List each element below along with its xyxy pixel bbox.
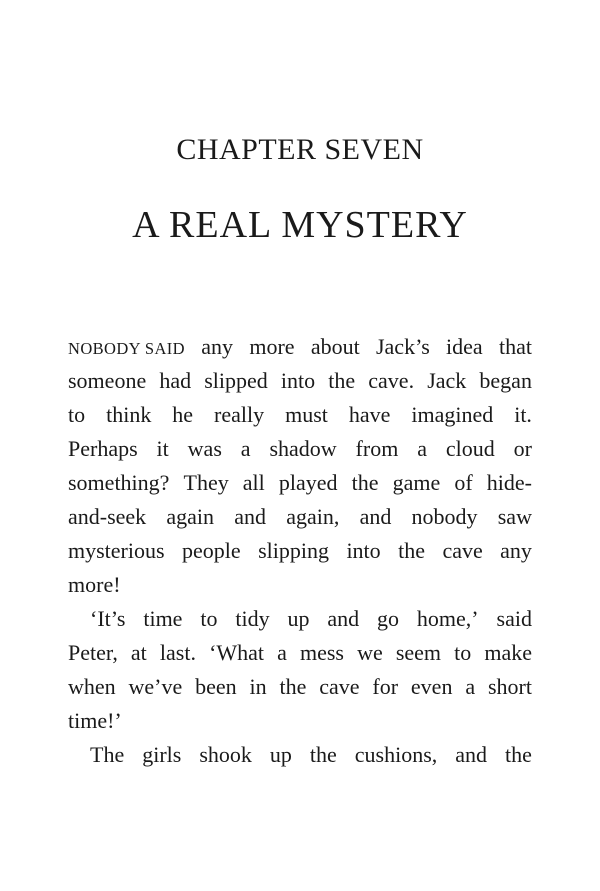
word: into: [346, 538, 381, 563]
word: he: [172, 402, 194, 427]
chapter-number: CHAPTER SEVEN: [176, 133, 424, 166]
word: The: [90, 742, 125, 767]
word: cave: [319, 674, 360, 699]
word: people: [182, 538, 241, 563]
word: from: [355, 436, 399, 461]
word: all: [242, 470, 265, 495]
text-line: [68, 534, 532, 568]
word: short: [487, 674, 532, 699]
word: it: [156, 436, 169, 461]
body-text: [68, 330, 532, 772]
word: They: [183, 470, 229, 495]
word: when: [68, 674, 116, 699]
word: the: [309, 742, 337, 767]
word: Perhaps: [68, 436, 138, 461]
word: slipping: [258, 538, 329, 563]
word: slipped: [204, 368, 268, 393]
word: to: [200, 606, 218, 631]
text-line: [68, 704, 532, 738]
word: the: [328, 368, 356, 393]
text-line: [68, 466, 532, 500]
word: ‘What: [209, 640, 265, 665]
word: home,’: [416, 606, 479, 631]
word: any: [500, 538, 532, 563]
word: cave: [442, 538, 483, 563]
word: mysterious: [68, 538, 165, 563]
word: been: [195, 674, 237, 699]
word: girls: [142, 742, 182, 767]
word: for: [372, 674, 399, 699]
text-line: [68, 602, 532, 636]
word: time!’: [68, 708, 122, 733]
word: cushions,: [354, 742, 438, 767]
text-line: [68, 636, 532, 670]
word: someone: [68, 368, 147, 393]
word: played: [278, 470, 338, 495]
word: and: [234, 504, 267, 529]
word: and: [359, 504, 392, 529]
text-line: [68, 670, 532, 704]
word: nobody: [411, 504, 478, 529]
word: again: [166, 504, 215, 529]
word: a: [465, 674, 476, 699]
word: go: [377, 606, 400, 631]
word: something?: [68, 470, 170, 495]
word: a: [417, 436, 427, 461]
word: ‘It’s: [90, 606, 126, 631]
word: more: [249, 334, 295, 359]
word: tidy: [235, 606, 270, 631]
word: mess: [299, 640, 344, 665]
word: at: [130, 640, 147, 665]
word: said: [496, 606, 532, 631]
word: game: [392, 470, 441, 495]
word: last.: [159, 640, 196, 665]
text-line: [68, 364, 532, 398]
word: Jack: [427, 368, 467, 393]
word: have: [348, 402, 391, 427]
word: a: [240, 436, 251, 461]
word: and-seek: [68, 504, 147, 529]
word: more!: [68, 572, 121, 597]
word: that: [498, 334, 532, 359]
lead-in-smallcaps: NOBODY SAID: [68, 339, 185, 358]
word: again,: [286, 504, 340, 529]
word: into: [280, 368, 316, 393]
word: began: [479, 368, 532, 393]
word: Peter,: [68, 640, 118, 665]
text-line: [68, 398, 532, 432]
word: cave.: [368, 368, 415, 393]
word: Jack’s: [375, 334, 430, 359]
word: or: [513, 436, 532, 461]
text-line: [68, 432, 532, 466]
word: and: [455, 742, 488, 767]
text-line: [68, 330, 532, 364]
word: imagined: [411, 402, 494, 427]
word: had: [159, 368, 192, 393]
word: make: [484, 640, 532, 665]
text-line: [68, 500, 532, 534]
word: we’ve: [128, 674, 183, 699]
word: any: [201, 334, 234, 359]
word: saw: [497, 504, 532, 529]
word: the: [505, 742, 532, 767]
word: time: [143, 606, 183, 631]
word: hide-: [486, 470, 532, 495]
word: must: [285, 402, 328, 427]
word: in: [249, 674, 267, 699]
word: shook: [199, 742, 252, 767]
word: to: [68, 402, 86, 427]
word: the: [398, 538, 425, 563]
word: seem: [395, 640, 442, 665]
word: we: [357, 640, 383, 665]
chapter-title: A REAL MYSTERY: [132, 204, 468, 246]
word: about: [310, 334, 360, 359]
word: the: [351, 470, 379, 495]
word: even: [410, 674, 453, 699]
word: was: [187, 436, 222, 461]
word: the: [279, 674, 307, 699]
word: really: [214, 402, 265, 427]
word: up: [287, 606, 310, 631]
word: to: [454, 640, 472, 665]
word: and: [327, 606, 360, 631]
text-line: [68, 568, 532, 602]
text-line: [68, 738, 532, 772]
word: up: [269, 742, 292, 767]
word: of: [454, 470, 473, 495]
word: think: [106, 402, 152, 427]
word: a: [277, 640, 287, 665]
word: cloud: [445, 436, 495, 461]
word: it.: [514, 402, 532, 427]
word: idea: [446, 334, 483, 359]
word: shadow: [269, 436, 337, 461]
